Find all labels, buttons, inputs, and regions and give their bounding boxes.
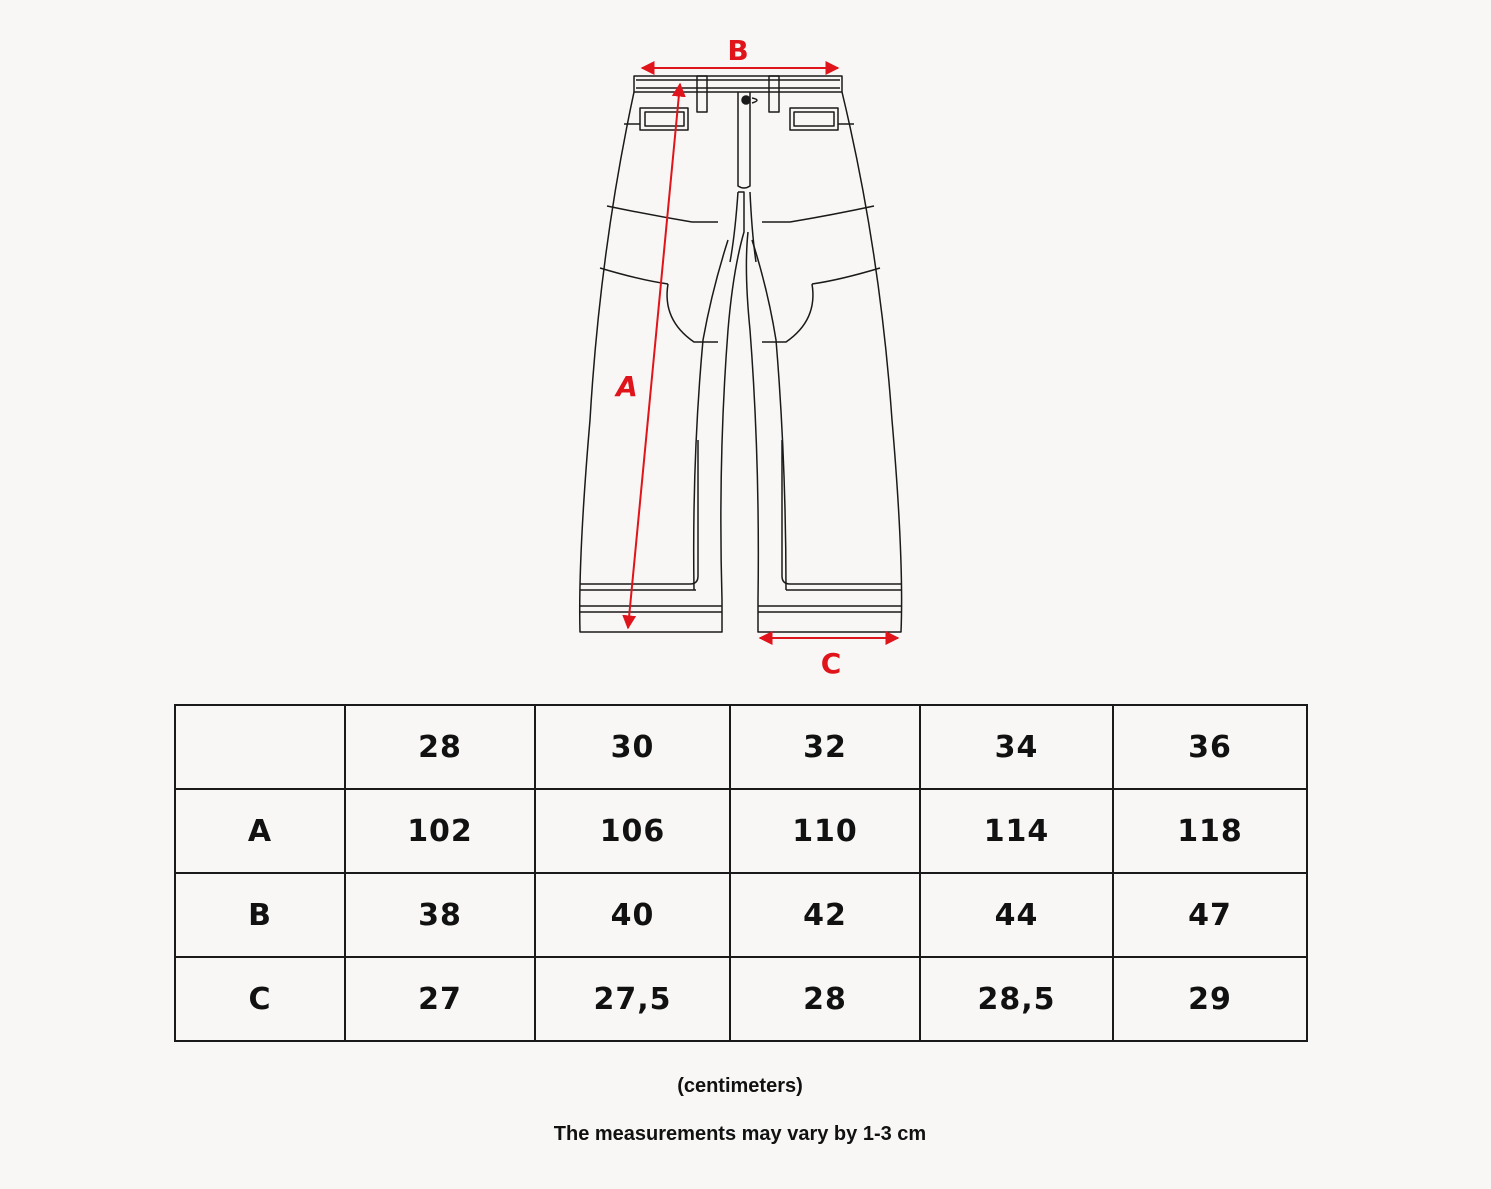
- table-cell: 27,5: [535, 957, 730, 1041]
- table-cell: 110: [730, 789, 920, 873]
- table-cell: 102: [345, 789, 535, 873]
- table-cell: 40: [535, 873, 730, 957]
- row-label-c: C: [175, 957, 345, 1041]
- unit-note: (centimeters): [677, 1075, 803, 1097]
- pants-outline: [580, 76, 902, 632]
- table-cell: 28: [730, 957, 920, 1041]
- size-header-32: 32: [730, 705, 920, 789]
- table-cell: 38: [345, 873, 535, 957]
- table-row-a: [175, 789, 1307, 873]
- table-cell: 29: [1113, 957, 1307, 1041]
- size-chart-table: [174, 704, 1308, 1042]
- row-label-a: A: [175, 789, 345, 873]
- dimension-a-label: A: [616, 370, 638, 403]
- table-row-c: [175, 957, 1307, 1041]
- size-header-28: 28: [345, 705, 535, 789]
- size-header-34: 34: [920, 705, 1113, 789]
- dimension-c-label: C: [820, 647, 842, 680]
- table-row-b: [175, 873, 1307, 957]
- table-cell: 28,5: [920, 957, 1113, 1041]
- table-cell: 47: [1113, 873, 1307, 957]
- table-cell: 44: [920, 873, 1113, 957]
- table-cell: 42: [730, 873, 920, 957]
- row-label-b: B: [175, 873, 345, 957]
- size-header-36: 36: [1113, 705, 1307, 789]
- table-cell: 106: [535, 789, 730, 873]
- size-header-30: 30: [535, 705, 730, 789]
- corner-cell: [175, 705, 345, 789]
- dimension-a-arrow: [628, 84, 680, 628]
- table-header-row: [175, 705, 1307, 789]
- variance-note: The measurements may vary by 1-3 cm: [553, 1123, 927, 1145]
- table-cell: 114: [920, 789, 1113, 873]
- table-cell: 27: [345, 957, 535, 1041]
- table-cell: 118: [1113, 789, 1307, 873]
- dimension-b-label: B: [727, 34, 749, 67]
